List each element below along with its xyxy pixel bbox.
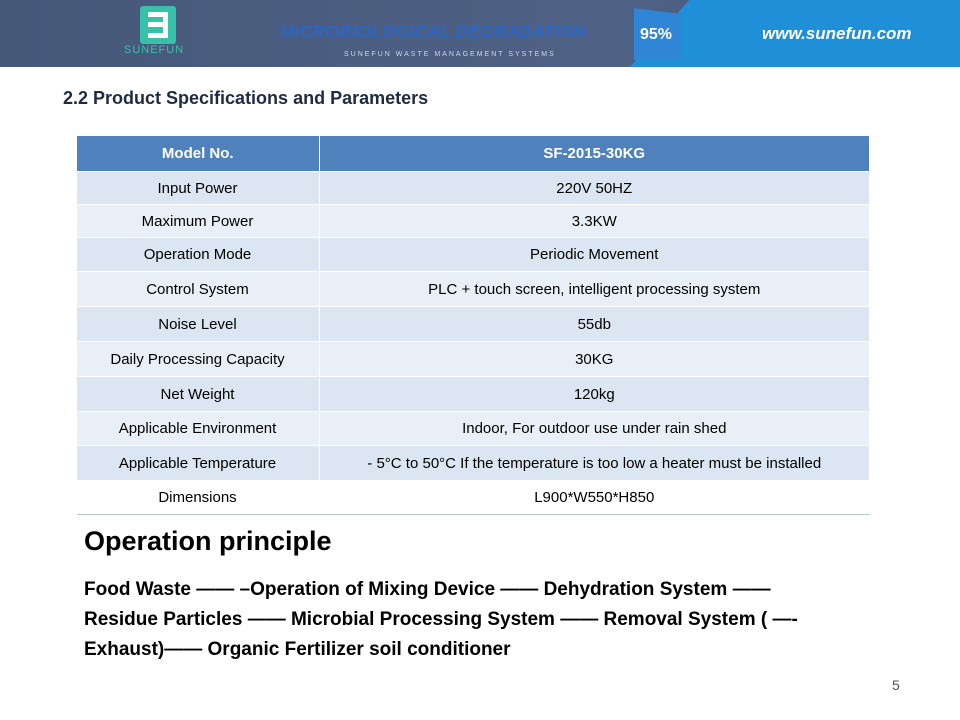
principle-line: Food Waste —— –Operation of Mixing Device —— Dehydration System —— [84, 579, 771, 600]
row-value: 30KG [319, 342, 870, 377]
website-url[interactable]: www.sunefun.com [762, 24, 912, 43]
row-value: 55db [319, 307, 870, 342]
row-label: Operation Mode [77, 238, 320, 272]
header-banner [0, 0, 960, 67]
row-value: 3.3KW [319, 205, 870, 238]
principle-title: Operation principle [84, 526, 332, 556]
logo-text: SUNEFUN [124, 44, 185, 56]
row-value: 120kg [319, 377, 870, 412]
row-label: Control System [77, 272, 320, 307]
row-label: Maximum Power [77, 205, 320, 238]
table-row [77, 342, 870, 377]
section-title: 2.2 Product Specifications and Parameters [63, 88, 429, 108]
table-row [77, 307, 870, 342]
page-number: 5 [892, 677, 900, 693]
row-value: - 5°C to 50°C If the temperature is too low a heater must be installed [319, 446, 870, 481]
spec-table [76, 135, 870, 515]
row-label: Applicable Temperature [77, 446, 320, 481]
row-label: Noise Level [77, 307, 320, 342]
row-label: Dimensions [77, 481, 320, 515]
principle-body [84, 575, 884, 665]
row-value: 220V 50HZ [319, 172, 870, 205]
table-header-label: Model No. [77, 136, 320, 172]
row-label: Daily Processing Capacity [77, 342, 320, 377]
row-value: L900*W550*H850 [319, 481, 870, 515]
sunefun-logo-icon [140, 6, 176, 44]
banner-subtitle: SUNEFUN WASTE MANAGEMENT SYSTEMS [344, 51, 556, 58]
table-row [77, 481, 870, 515]
principle-line: Residue Particles —— Microbial Processing System —— Removal System ( —- [84, 609, 798, 630]
percent-text: 95% [640, 26, 673, 43]
row-value: Periodic Movement [319, 238, 870, 272]
row-label: Net Weight [77, 377, 320, 412]
row-label: Applicable Environment [77, 412, 320, 446]
row-value: PLC + touch screen, intelligent processing system [319, 272, 870, 307]
row-label: Input Power [77, 172, 320, 205]
table-row [77, 377, 870, 412]
table-header-row [77, 136, 870, 172]
table-row [77, 272, 870, 307]
row-value: Indoor, For outdoor use under rain shed [319, 412, 870, 446]
table-row [77, 446, 870, 481]
principle-line: Exhaust)—— Organic Fertilizer soil conditioner [84, 639, 511, 660]
table-row [77, 412, 870, 446]
table-header-value: SF-2015-30KG [319, 136, 870, 172]
banner-title: MICROBIOLOGICAL DEGRADATION [280, 22, 587, 41]
table-row [77, 205, 870, 238]
table-row [77, 172, 870, 205]
table-row [77, 238, 870, 272]
